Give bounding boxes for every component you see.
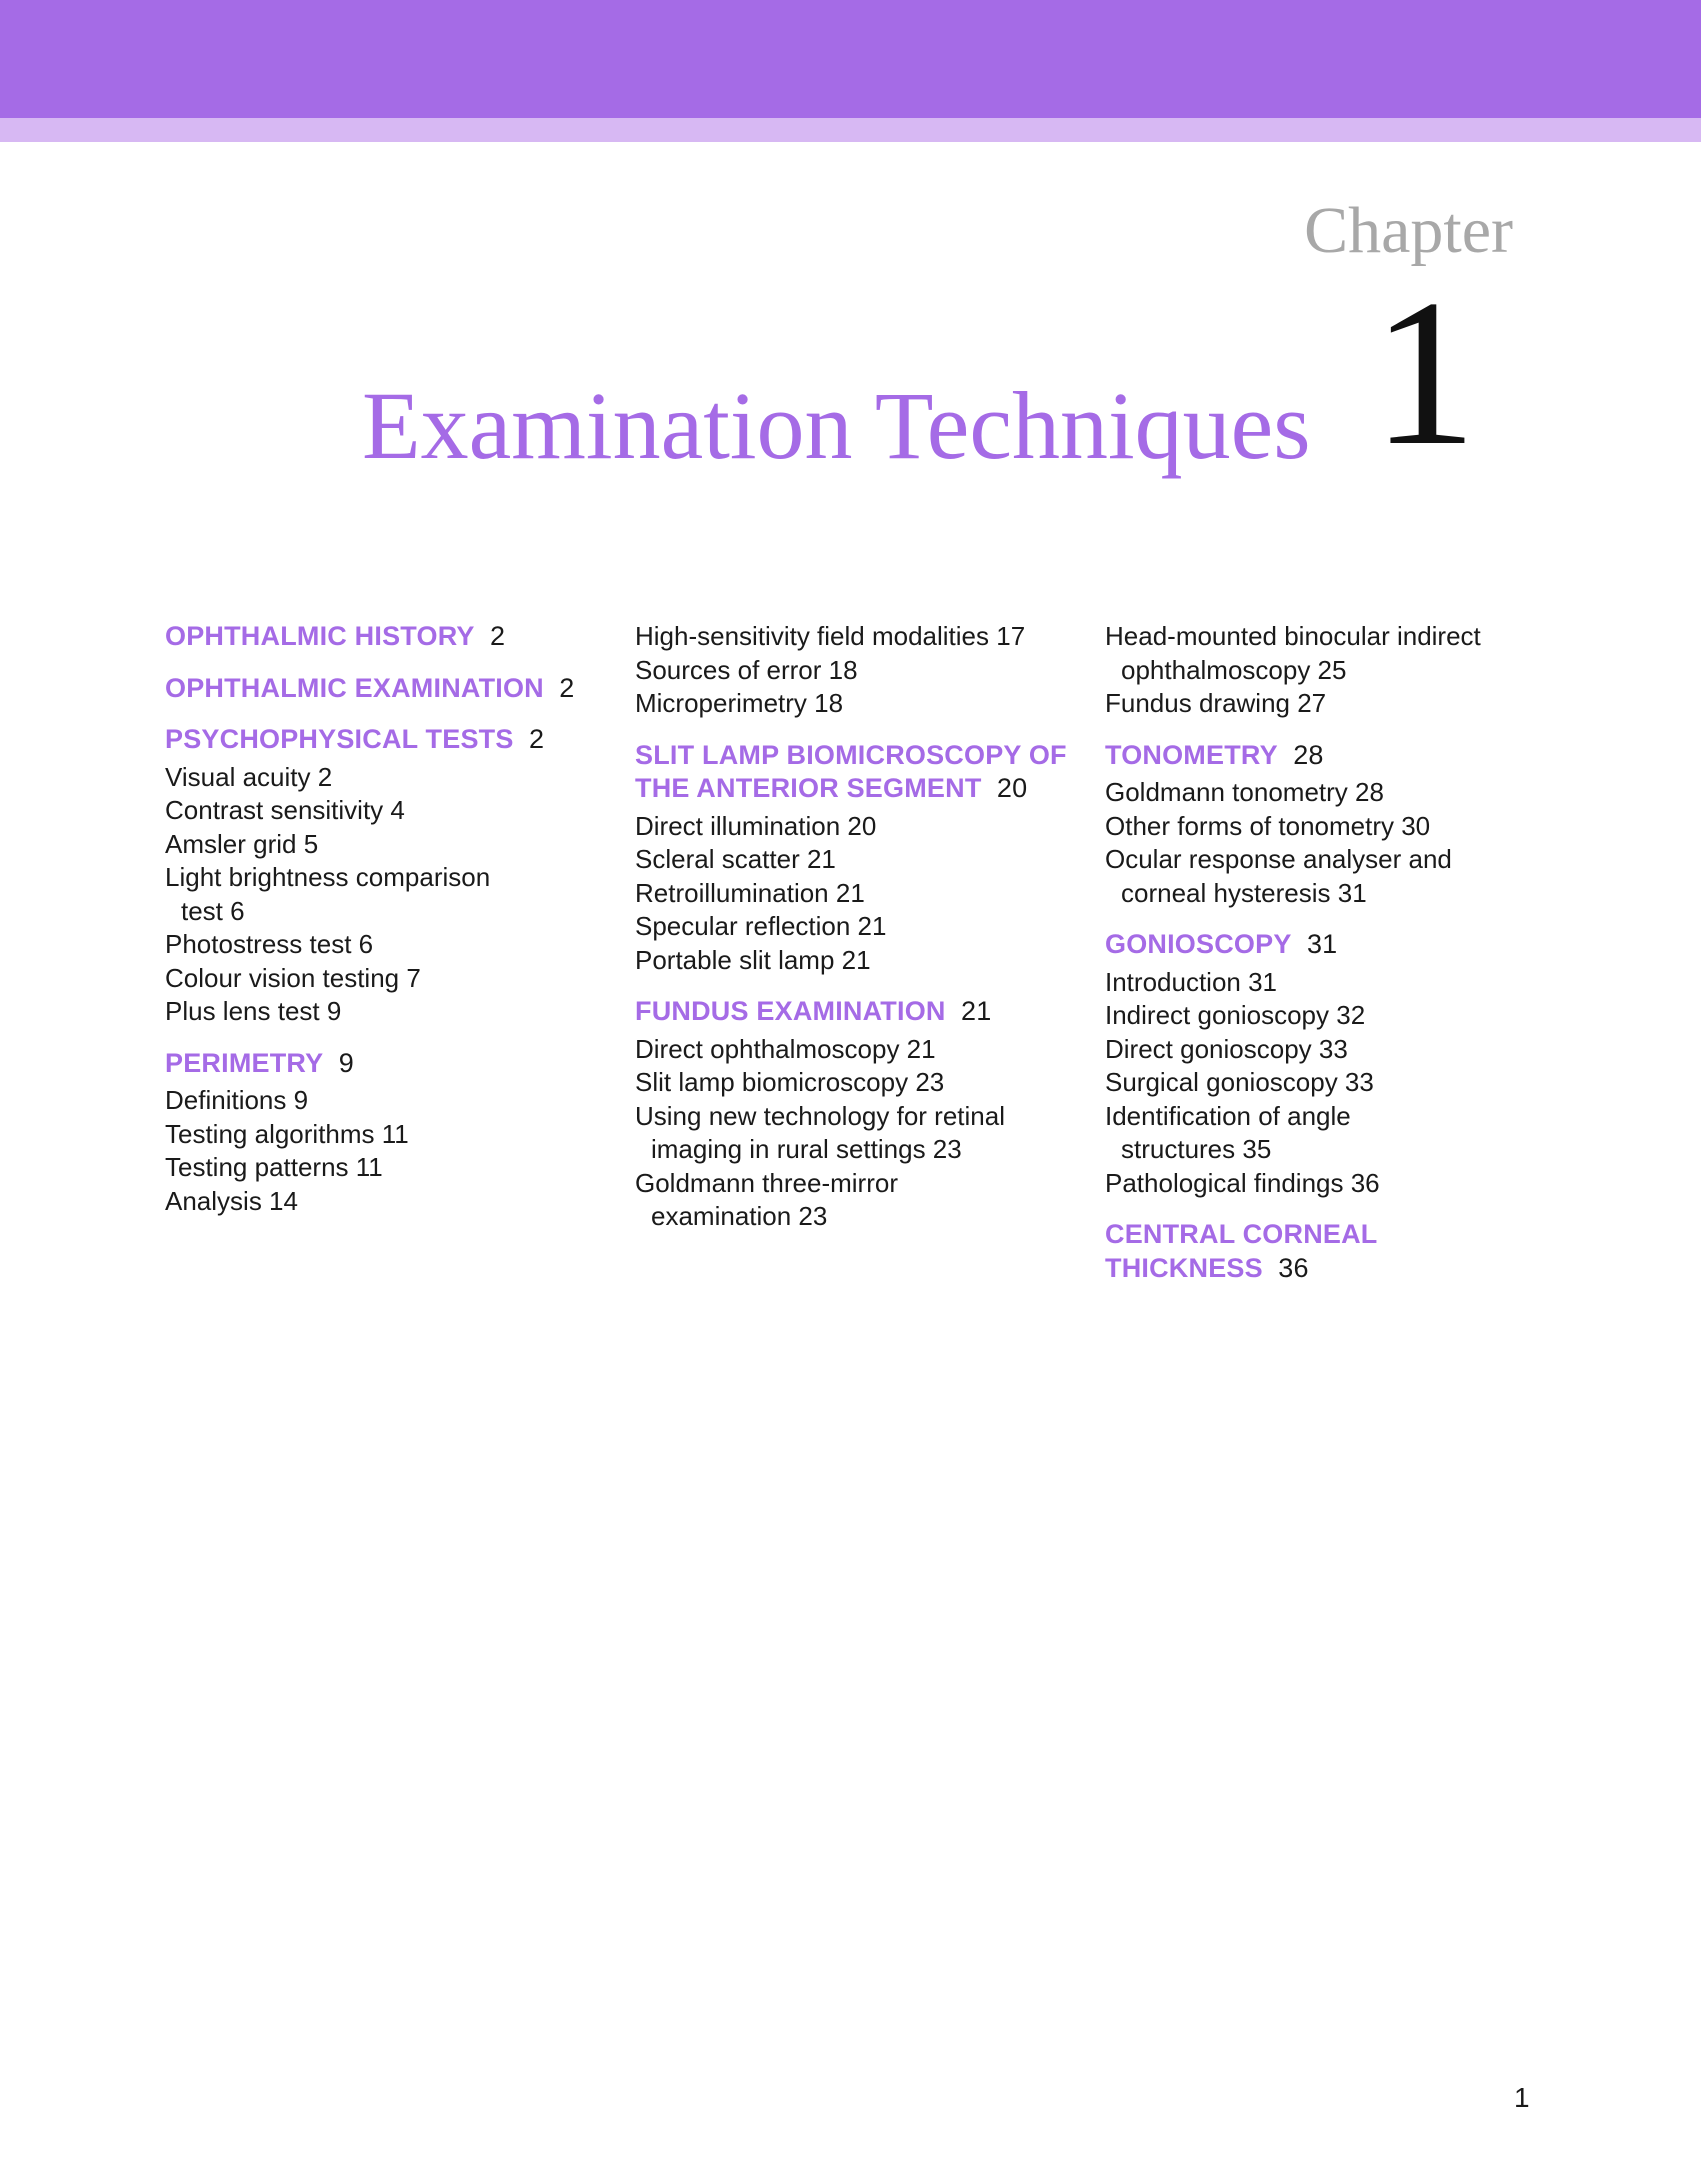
toc-entry[interactable]: Goldmann tonometry 28 — [1105, 777, 1384, 807]
toc-entry[interactable]: Testing algorithms 11 — [165, 1118, 409, 1149]
toc-entry[interactable]: Light brightness comparison test 6 — [165, 862, 491, 926]
toc-column-2 — [635, 620, 1075, 1234]
toc-entry[interactable]: Ocular response analyser and corneal hysteresis 31 — [1105, 844, 1452, 908]
header-stripe — [0, 118, 1701, 142]
toc-column-3 — [1105, 620, 1545, 1289]
toc-section-heading[interactable]: PERIMETRY 9 — [165, 1047, 354, 1078]
toc-entry[interactable]: Identification of angle structures 35 — [1105, 1100, 1351, 1164]
toc-entry[interactable]: Amsler grid 5 — [165, 828, 319, 859]
toc-entry[interactable]: Retroillumination 21 — [635, 877, 865, 908]
toc-entry[interactable]: Scleral scatter 21 — [635, 844, 836, 874]
toc-section-heading[interactable]: GONIOSCOPY 31 — [1105, 929, 1338, 959]
toc-section-heading[interactable]: SLIT LAMP BIOMICROSCOPY OF THE ANTERIOR SEGMENT 20 — [635, 739, 1067, 803]
toc-entry[interactable]: Introduction 31 — [1105, 966, 1278, 997]
toc-entry[interactable]: Slit lamp biomicroscopy 23 — [635, 1067, 945, 1097]
toc-entry[interactable]: Photostress test 6 — [165, 929, 374, 959]
toc-entry[interactable]: Indirect gonioscopy 32 — [1105, 1000, 1366, 1030]
toc-section-heading[interactable]: OPHTHALMIC HISTORY 2 — [165, 621, 506, 651]
toc-entry[interactable]: High-sensitivity field modalities 17 — [635, 621, 1026, 651]
toc-entry[interactable]: Microperimetry 18 — [635, 688, 844, 718]
toc-section-heading[interactable]: CENTRAL CORNEAL THICKNESS 36 — [1105, 1219, 1378, 1283]
toc-entry[interactable]: Testing patterns 11 — [165, 1152, 383, 1182]
toc-entry[interactable]: Surgical gonioscopy 33 — [1105, 1067, 1374, 1097]
toc-entry[interactable]: Contrast sensitivity 4 — [165, 795, 405, 825]
toc-entry[interactable]: Head-mounted binocular indirect ophthalmoscopy 25 — [1105, 621, 1481, 685]
chapter-title: Examination Techniques — [362, 372, 1311, 479]
toc-entry[interactable]: Portable slit lamp 21 — [635, 944, 871, 975]
toc-entry[interactable]: Definitions 9 — [165, 1085, 309, 1115]
toc-entry[interactable]: Sources of error 18 — [635, 654, 858, 685]
toc-entry[interactable]: Colour vision testing 7 — [165, 962, 421, 993]
toc-entry[interactable]: Other forms of tonometry 30 — [1105, 810, 1431, 841]
toc-entry[interactable]: Direct illumination 20 — [635, 810, 877, 841]
toc-section-heading[interactable]: OPHTHALMIC EXAMINATION 2 — [165, 672, 575, 703]
toc-section-heading[interactable]: FUNDUS EXAMINATION 21 — [635, 996, 992, 1026]
toc-entry[interactable]: Using new technology for retinal imaging in rural settings 23 — [635, 1100, 1005, 1164]
chapter-label: Chapter — [1304, 194, 1513, 267]
toc-entry[interactable]: Analysis 14 — [165, 1185, 298, 1216]
toc-entry[interactable]: Fundus drawing 27 — [1105, 688, 1327, 718]
toc-entry[interactable]: Visual acuity 2 — [165, 761, 333, 792]
chapter-number: 1 — [1372, 257, 1477, 489]
toc-entry[interactable]: Specular reflection 21 — [635, 911, 887, 941]
toc-entry[interactable]: Goldmann three-mirror examination 23 — [635, 1167, 898, 1231]
toc-section-heading[interactable]: PSYCHOPHYSICAL TESTS 2 — [165, 724, 545, 754]
toc-section-heading[interactable]: TONOMETRY 28 — [1105, 739, 1324, 770]
toc-entry[interactable]: Direct ophthalmoscopy 21 — [635, 1033, 936, 1064]
toc-entry[interactable]: Plus lens test 9 — [165, 996, 342, 1026]
toc-entry[interactable]: Direct gonioscopy 33 — [1105, 1033, 1348, 1064]
header-band — [0, 0, 1701, 118]
toc-entry[interactable]: Pathological findings 36 — [1105, 1167, 1380, 1198]
toc-column-1 — [165, 620, 605, 1218]
page-number: 1 — [1514, 2082, 1530, 2113]
